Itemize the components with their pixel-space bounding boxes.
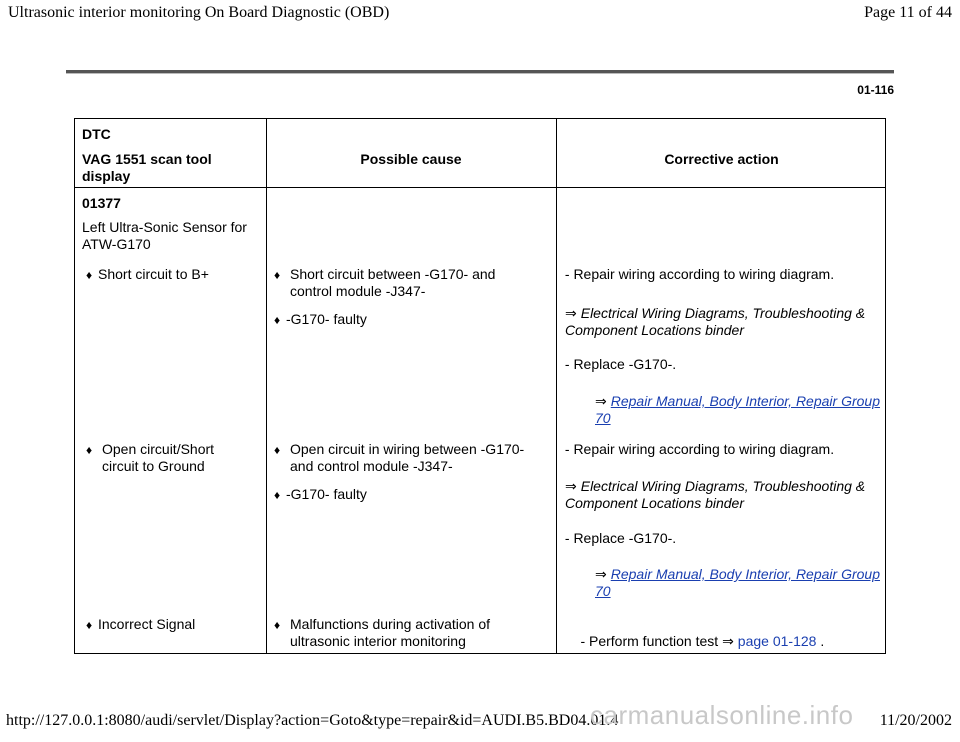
dtc-code: 01377 [82, 195, 121, 211]
reference-2: ⇒ Electrical Wiring Diagrams, Troubleshooting & Component Locations binder [565, 478, 866, 511]
diamond-bullet-icon: ♦ [86, 443, 93, 457]
action-1-1: - Repair wiring according to wiring diagram. [561, 266, 835, 282]
footer-date: 11/20/2002 [879, 712, 952, 729]
right-double-arrow-icon: ⇒ [565, 478, 577, 494]
column-divider [556, 119, 557, 653]
diamond-bullet-icon: ♦ [274, 313, 281, 327]
column-divider [266, 119, 267, 653]
cause-2-1 [274, 441, 286, 459]
document-number: 01-116 [857, 83, 894, 97]
header-corrective-action: Corrective action [664, 151, 779, 167]
header-rule [66, 70, 894, 74]
cause-1-1-text: Short circuit between -G170- and control module -J347- [290, 266, 496, 299]
action-2-1: - Repair wiring according to wiring diagram. [561, 441, 835, 457]
action-2-2: - Replace -G170-. [561, 530, 677, 546]
diamond-bullet-icon: ♦ [86, 268, 93, 282]
diamond-bullet-icon: ♦ [274, 268, 281, 282]
cause-3-1-text: Malfunctions during activation of ultrasonic interior monitoring [290, 616, 490, 649]
header-dtc: DTC [82, 126, 111, 142]
diamond-bullet-icon: ♦ [86, 618, 93, 632]
symptom-1: ♦ Short circuit to B+ [86, 266, 209, 282]
diamond-bullet-icon: ♦ [274, 618, 281, 632]
header-scan-tool: VAG 1551 scan tool display [82, 151, 212, 184]
right-double-arrow-icon: ⇒ [595, 566, 607, 582]
diamond-bullet-icon: ♦ [274, 488, 281, 502]
symptom-3: ♦ Incorrect Signal [86, 616, 196, 632]
right-double-arrow-icon: ⇒ [565, 305, 577, 321]
header-possible-cause: Possible cause [360, 151, 462, 167]
cause-1-1 [274, 266, 286, 284]
action-3-1: - Perform function test ⇒ page 01-128 . [576, 633, 825, 649]
diamond-bullet-icon: ♦ [274, 443, 281, 457]
reference-1: ⇒ Electrical Wiring Diagrams, Troubleshooting & Component Locations binder [565, 305, 866, 338]
footer-url: http://127.0.0.1:8080/audi/servlet/Display?action=Goto&type=repair&id=AUDI.B5.BD04.01.4 [6, 712, 619, 729]
header-divider [75, 187, 885, 188]
symptom-2 [86, 441, 98, 459]
dtc-description: Left Ultra-Sonic Sensor for ATW-G170 [82, 219, 247, 252]
page-link[interactable]: page 01-128 [737, 633, 817, 649]
cause-3-1 [274, 616, 286, 634]
dtc-table [74, 118, 886, 654]
cause-2-2: ♦ -G170- faulty [274, 486, 367, 502]
symptom-2-text: Open circuit/Short circuit to Ground [102, 441, 215, 474]
repair-manual-link-1[interactable]: ⇒ Repair Manual, Body Interior, Repair Group 70 [595, 393, 880, 426]
repair-manual-link-2[interactable]: ⇒ Repair Manual, Body Interior, Repair Group 70 [595, 566, 880, 599]
watermark: carmanualsonline.info [590, 700, 854, 730]
right-double-arrow-icon: ⇒ [722, 633, 734, 649]
action-1-2: - Replace -G170-. [561, 356, 677, 372]
page-number: Page 11 of 44 [864, 4, 952, 21]
cause-2-1-text: Open circuit in wiring between -G170- and control module -J347- [290, 441, 525, 474]
page-header-title: Ultrasonic interior monitoring On Board Diagnostic (OBD) [8, 4, 390, 21]
cause-1-2: ♦ -G170- faulty [274, 311, 367, 327]
right-double-arrow-icon: ⇒ [595, 393, 607, 409]
